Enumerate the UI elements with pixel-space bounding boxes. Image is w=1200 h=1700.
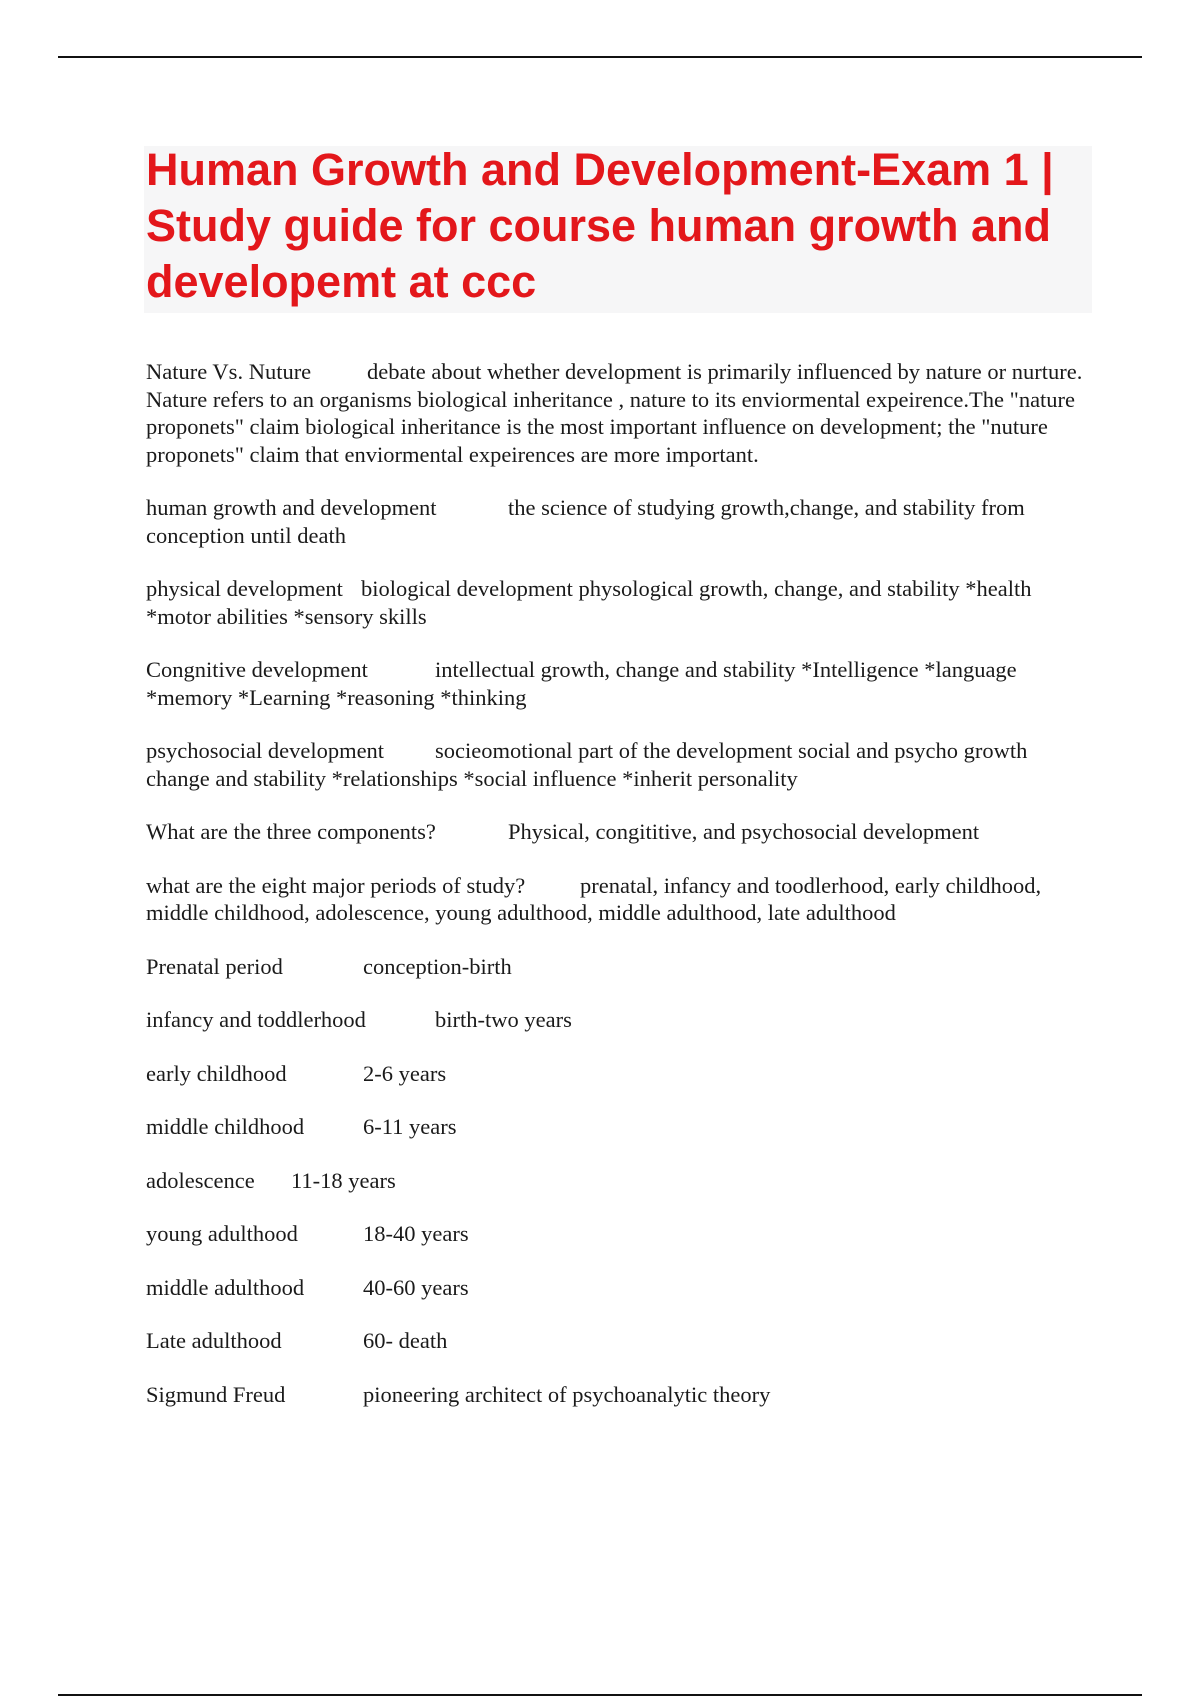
entry-psychosocial-development xyxy=(146,737,1096,792)
entry-sigmund-freud xyxy=(146,1381,1096,1409)
entry-term: adolescence xyxy=(146,1167,255,1193)
entry-young-adulthood xyxy=(146,1220,1096,1248)
entry-term: What are the three components? xyxy=(146,819,436,844)
entry-definition: 6-11 years xyxy=(363,1114,457,1139)
entry-definition: conception-birth xyxy=(363,953,512,979)
entry-definition: intellectual growth, change and stability *Intelligence *language *memory *Learning *reasoning *thinking xyxy=(146,657,1017,710)
entry-physical-development xyxy=(146,575,1096,630)
entry-early-childhood xyxy=(146,1060,1096,1088)
flashcard-list xyxy=(146,358,1096,1434)
bottom-rule xyxy=(58,1694,1142,1696)
top-rule xyxy=(58,56,1142,58)
entry-term: young adulthood xyxy=(146,1221,298,1246)
entry-eight-periods xyxy=(146,872,1096,927)
entry-definition: 11-18 years xyxy=(291,1167,396,1193)
entry-middle-childhood xyxy=(146,1113,1096,1141)
entry-definition: 40-60 years xyxy=(363,1274,469,1300)
entry-definition: biological development physological growth, change, and stability *health *motor abilities *sensory skills xyxy=(146,576,1032,629)
entry-adolescence xyxy=(146,1167,1096,1195)
entry-definition: pioneering architect of psychoanalytic theory xyxy=(363,1381,771,1407)
entry-term: middle childhood xyxy=(146,1114,305,1139)
entry-definition: 18-40 years xyxy=(363,1221,469,1246)
entry-prenatal xyxy=(146,953,1096,981)
entry-term: what are the eight major periods of study? xyxy=(146,872,526,898)
entry-definition: 60- death xyxy=(363,1328,448,1353)
entry-term: human growth and development xyxy=(146,495,437,520)
entry-middle-adulthood xyxy=(146,1274,1096,1302)
entry-term: infancy and toddlerhood xyxy=(146,1007,366,1032)
entry-cognitive-development xyxy=(146,656,1096,711)
entry-definition: Physical, congititive, and psychosocial development xyxy=(508,819,980,844)
entry-term: Prenatal period xyxy=(146,953,283,979)
entry-term: middle adulthood xyxy=(146,1274,305,1300)
entry-term: Late adulthood xyxy=(146,1328,282,1353)
entry-term: early childhood xyxy=(146,1060,287,1086)
entry-term: Nature Vs. Nuture xyxy=(146,359,312,384)
entry-definition: the science of studying growth,change, and stability from conception until death xyxy=(146,495,1025,548)
document-title: Human Growth and Development-Exam 1 | Study guide for course human growth and developemt at ccc xyxy=(146,144,1054,307)
entry-definition: prenatal, infancy and toodlerhood, early childhood, middle childhood, adolescence, young adulthood, middle adulthood, late adulthood xyxy=(146,872,1042,925)
entry-human-growth xyxy=(146,494,1096,549)
entry-definition: birth-two years xyxy=(435,1007,572,1032)
entry-late-adulthood xyxy=(146,1327,1096,1355)
entry-term: Sigmund Freud xyxy=(146,1381,286,1407)
entry-term: Congnitive development xyxy=(146,657,368,682)
entry-definition: socieomotional part of the development social and psycho growth change and stability *relationships *social influence *inherit personality xyxy=(146,738,1028,791)
entry-term: physical development xyxy=(146,576,343,601)
entry-definition: debate about whether development is primarily influenced by nature or nurture. Nature refers to an organisms biological inheritance , nature to its enviormental expeirence.The "nature proponets" claim biological inheritance is the most important influence on development; the "nuture proponets" claim that enviormental expeirences are more important. xyxy=(146,359,1083,467)
entry-definition: 2-6 years xyxy=(363,1060,447,1086)
entry-infancy xyxy=(146,1006,1096,1034)
entry-nature-vs-nurture xyxy=(146,358,1096,468)
entry-three-components xyxy=(146,818,1096,846)
entry-term: psychosocial development xyxy=(146,738,385,763)
